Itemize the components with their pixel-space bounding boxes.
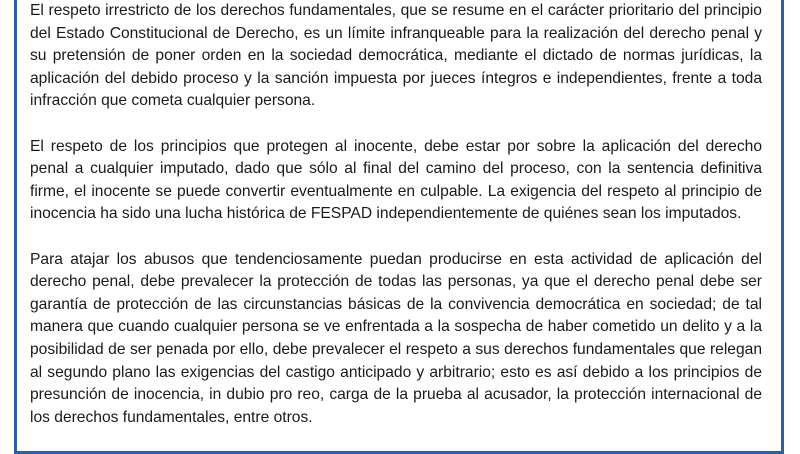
paragraph-2: El respeto de los principios que protegen al inocente, debe estar por sobre la aplicación del derecho penal a cualquier imputado, dado que sólo al final del camino del proceso, con la sentencia definitiva firme, el inocente se puede convertir eventualmente en culpable. La exigencia del respeto al principio de inocencia ha sido una lucha histórica de FESPAD independientemente de quiénes sean los imputados. — [30, 137, 762, 223]
paragraph-1: El respeto irrestricto de los derechos fundamentales, que se resume en el carácter prioritario del principio del Estado Constitucional de Derecho, es un límite infranqueable para la realización del derecho penal y su pretensión de poner orden en la sociedad democrática, mediante el dictado de normas jurídicas, la aplicación del debido proceso y la sanción impuesta por jueces íntegros e independientes, frente a toda infracción que cometa cualquier persona. — [30, 2, 762, 110]
document-body — [30, 0, 762, 452]
paragraph-3: Para atajar los abusos que tendenciosamente puedan producirse en esta actividad de aplicación del derecho penal, debe prevalecer la protección de todas las personas, ya que el derecho penal debe ser garantía de protección de las circunstancias básicas de la convivencia democrática en sociedad; de tal manera que cuando cualquier persona se ve enfrentada a la sospecha de haber cometido un delito y a la posibilidad de ser penada por ello, debe prevalecer el respeto a sus derechos fundamentales que relegan al segundo plano las exigencias del castigo anticipado y arbitrario; esto es así debido a los principios de presunción de inocencia, in dubio pro reo, carga de la prueba al acusador, la protección internacional de los derechos fundamentales, entre otros. — [30, 250, 762, 426]
